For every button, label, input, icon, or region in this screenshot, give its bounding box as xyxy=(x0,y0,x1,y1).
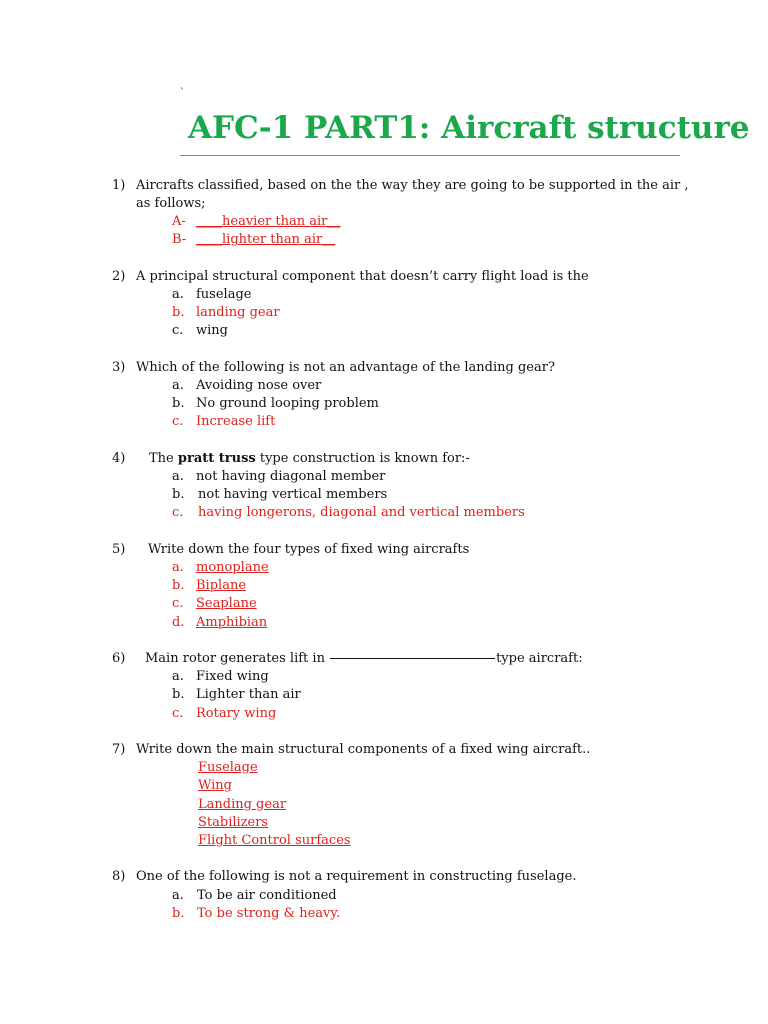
question-number: 1) xyxy=(112,178,126,193)
option-text: No ground looping problem xyxy=(196,396,379,411)
question-text: One of the following is not a requirement in constructing fuselage. xyxy=(136,869,577,884)
emphasized-term: pratt truss xyxy=(177,451,256,466)
option-text: Avoiding nose over xyxy=(196,378,322,393)
answer-text: Rotary wing xyxy=(196,706,277,721)
option-marker: A- xyxy=(172,214,186,229)
option-marker: c. xyxy=(172,505,184,520)
option-marker: a. xyxy=(172,287,184,302)
answer-text: landing gear xyxy=(196,305,280,320)
title-underline-rule xyxy=(180,155,680,156)
option-marker: b. xyxy=(172,578,185,593)
option-marker: b. xyxy=(172,906,185,921)
option-text: not having diagonal member xyxy=(196,469,386,484)
option-marker: c. xyxy=(172,596,184,611)
option-text: fuselage xyxy=(196,287,252,302)
question-text-continued: as follows; xyxy=(136,196,206,211)
answer-text: ____heavier than air__ xyxy=(196,214,341,229)
option-text: To be air conditioned xyxy=(197,888,337,903)
option-marker: a. xyxy=(172,888,184,903)
fill-in-blank xyxy=(330,658,495,659)
question-text: Aircrafts classified, based on the the way they are going to be supported in the air , xyxy=(136,178,689,193)
answer-text: ____lighter than air__ xyxy=(196,232,336,247)
stray-tick-mark: ` xyxy=(180,88,185,99)
question-number: 4) xyxy=(112,451,126,466)
question-number: 2) xyxy=(112,269,126,284)
answer-text: Stabilizers xyxy=(198,815,269,830)
answer-text: Flight Control surfaces xyxy=(198,833,351,848)
question-text: Write down the four types of fixed wing aircrafts xyxy=(148,542,470,557)
option-text: not having vertical members xyxy=(198,487,388,502)
question-number: 8) xyxy=(112,869,126,884)
answer-text: Seaplane xyxy=(196,596,257,611)
answer-text: To be strong & heavy. xyxy=(197,906,341,921)
option-marker: d. xyxy=(172,615,185,630)
answer-text: Landing gear xyxy=(198,797,287,812)
option-marker: a. xyxy=(172,669,184,684)
answer-text: having longerons, diagonal and vertical members xyxy=(198,505,525,520)
answer-text: Increase lift xyxy=(196,414,276,429)
option-marker: b. xyxy=(172,687,185,702)
page-title: AFC-1 PART1: Aircraft structure xyxy=(188,110,750,146)
question-number: 6) xyxy=(112,651,126,666)
answer-text: monoplane xyxy=(196,560,269,575)
option-marker: c. xyxy=(172,323,184,338)
answer-text: Wing xyxy=(198,778,232,793)
question-number: 7) xyxy=(112,742,126,757)
option-text: wing xyxy=(196,323,228,338)
question-number: 3) xyxy=(112,360,126,375)
option-marker: b. xyxy=(172,487,185,502)
option-text: Lighter than air xyxy=(196,687,301,702)
option-marker: c. xyxy=(172,706,184,721)
option-marker: B- xyxy=(172,232,187,247)
question-text: The pratt truss type construction is known for:- xyxy=(149,451,470,466)
option-marker: b. xyxy=(172,305,185,320)
option-marker: a. xyxy=(172,378,184,393)
answer-text: Fuselage xyxy=(198,760,258,775)
question-text: Main rotor generates lift in type aircraft: xyxy=(145,651,583,666)
option-text: Fixed wing xyxy=(196,669,269,684)
option-marker: a. xyxy=(172,469,184,484)
question-text: Write down the main structural components of a fixed wing aircraft.. xyxy=(136,742,591,757)
question-text: A principal structural component that doesn’t carry flight load is the xyxy=(136,269,589,284)
option-marker: c. xyxy=(172,414,184,429)
option-marker: a. xyxy=(172,560,184,575)
question-number: 5) xyxy=(112,542,126,557)
answer-text: Amphibian xyxy=(196,615,268,630)
answer-text: Biplane xyxy=(196,578,247,593)
option-marker: b. xyxy=(172,396,185,411)
question-text: Which of the following is not an advantage of the landing gear? xyxy=(136,360,555,375)
